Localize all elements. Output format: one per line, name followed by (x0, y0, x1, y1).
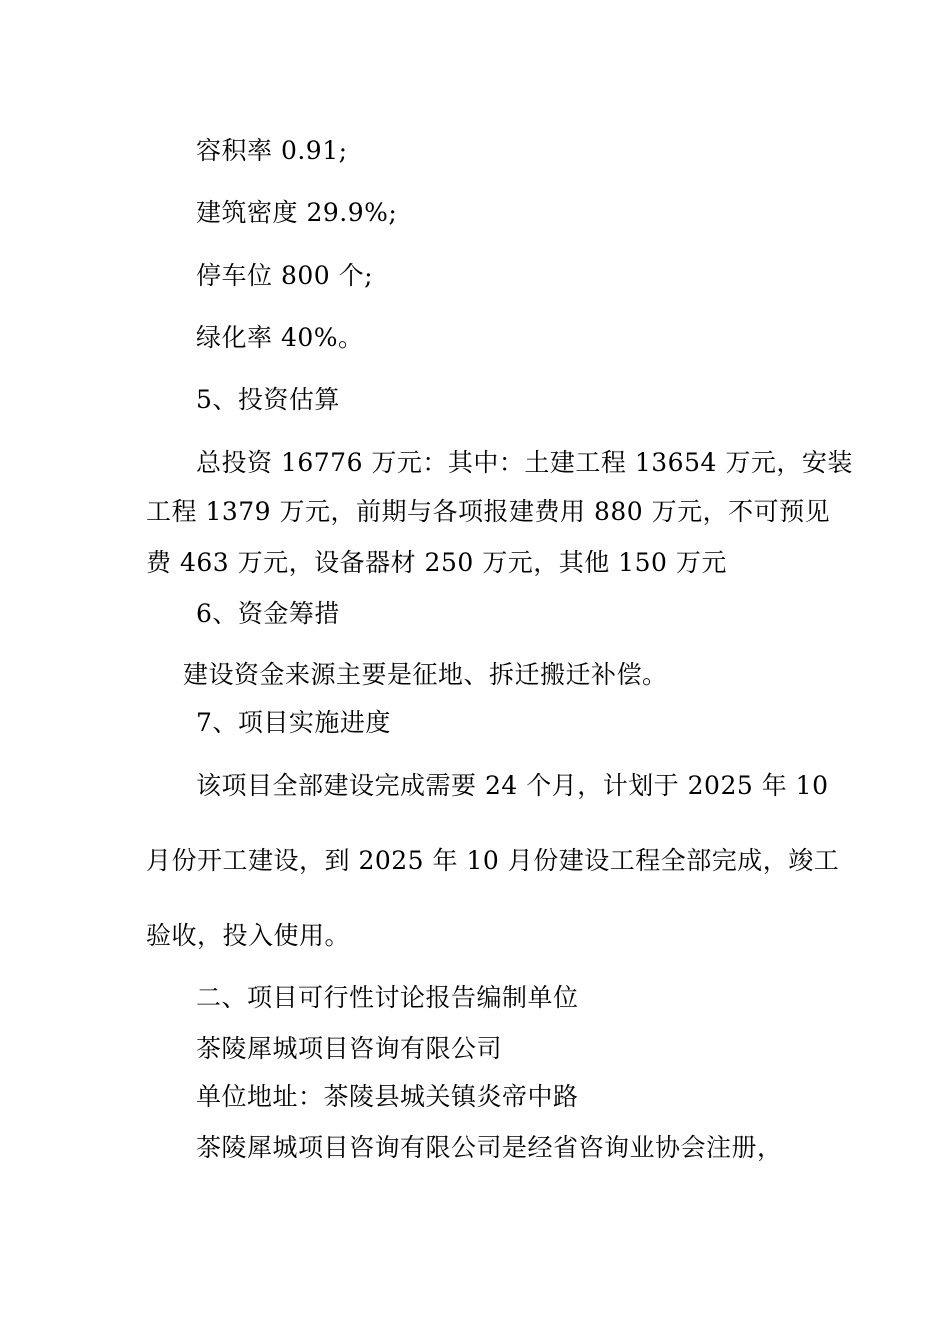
section-heading-funding: 6、资金筹措 (196, 599, 340, 628)
text-line-building-density: 建筑密度 29.9%; (196, 198, 398, 227)
paragraph-investment-line-3: 费 463 万元，设备器材 250 万元，其他 150 万元 (146, 548, 727, 577)
paragraph-schedule-line-1: 该项目全部建设完成需要 24 个月，计划于 2025 年 10 (196, 771, 829, 800)
paragraph-company-intro: 茶陵犀城项目咨询有限公司是经省咨询业协会注册， (196, 1133, 783, 1162)
section-heading-investment: 5、投资估算 (196, 385, 340, 414)
text-line-greening-rate: 绿化率 40%。 (196, 323, 364, 352)
paragraph-investment-line-2: 工程 1379 万元，前期与各项报建费用 880 万元，不可预见 (146, 497, 831, 526)
section-heading-compiling-unit: 二、项目可行性讨论报告编制单位 (196, 983, 579, 1012)
text-company-address: 单位地址：茶陵县城关镇炎帝中路 (196, 1082, 579, 1111)
text-line-plot-ratio: 容积率 0.91; (196, 136, 348, 165)
text-line-parking: 停车位 800 个; (196, 261, 374, 290)
text-company-name: 茶陵犀城项目咨询有限公司 (196, 1034, 503, 1063)
paragraph-investment-line-1: 总投资 16776 万元：其中：土建工程 13654 万元，安装 (196, 448, 853, 477)
paragraph-schedule-line-2: 月份开工建设，到 2025 年 10 月份建设工程全部完成，竣工 (146, 846, 840, 875)
section-heading-schedule: 7、项目实施进度 (196, 708, 391, 737)
paragraph-funding: 建设资金来源主要是征地、拆迁搬迁补偿。 (183, 660, 668, 689)
paragraph-schedule-line-3: 验收，投入使用。 (146, 921, 351, 950)
